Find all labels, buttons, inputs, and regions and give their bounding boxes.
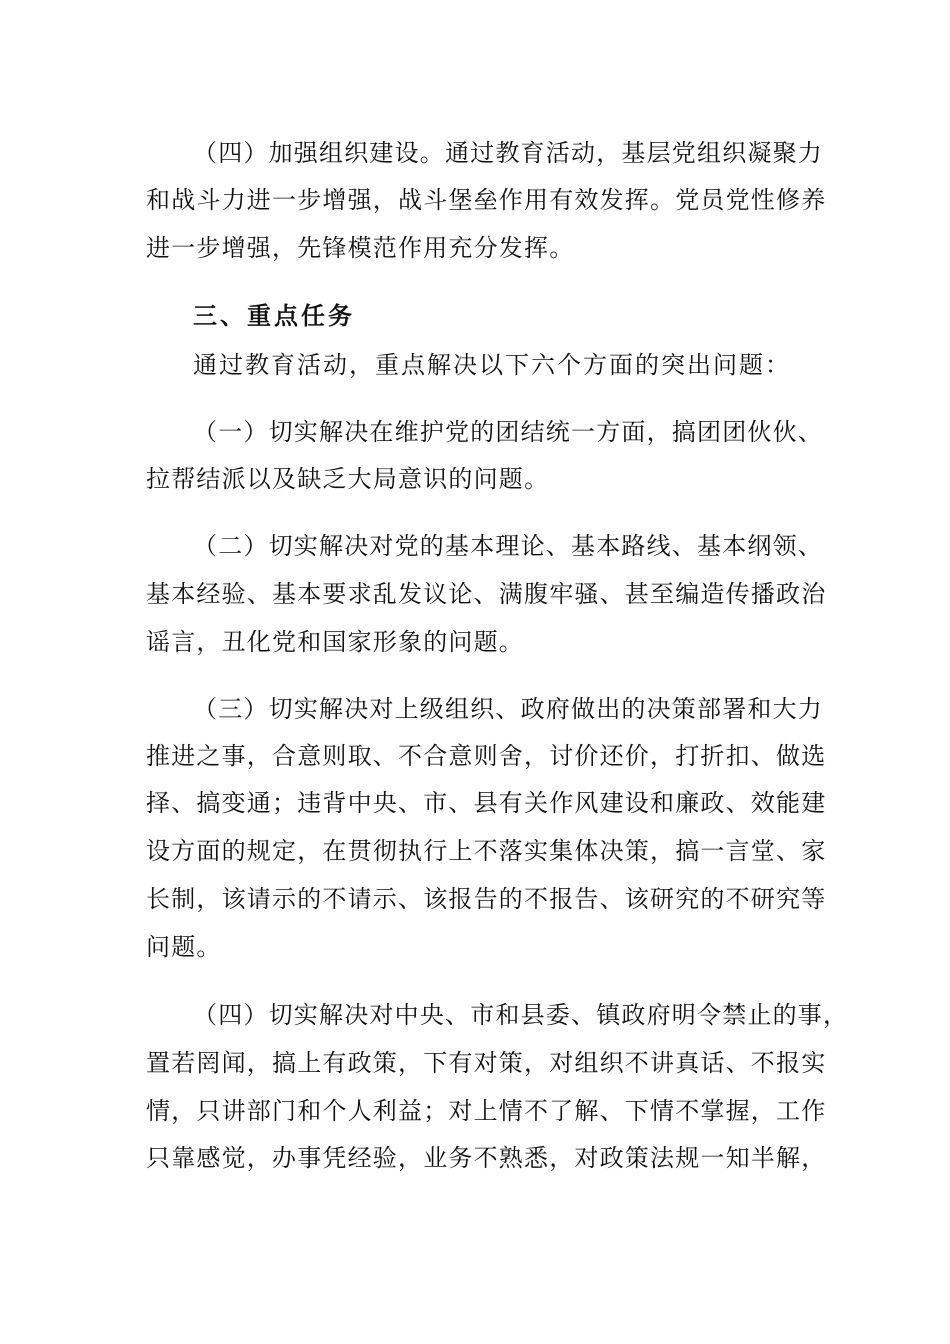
paragraph-line: （四）加强组织建设。通过教育活动，基层党组织凝聚力	[193, 139, 823, 167]
paragraph-line: 和战斗力进一步增强，战斗堡垒作用有效发挥。党员党性修养	[146, 186, 827, 214]
paragraph-line: 基本经验、基本要求乱发议论、满腹牢骚、甚至编造传播政治	[146, 580, 827, 608]
paragraph-line: （三）切实解决对上级组织、政府做出的决策部署和大力	[193, 695, 823, 723]
paragraph-line: 拉帮结派以及缺乏大局意识的问题。	[146, 465, 550, 493]
paragraph-line: 只靠感觉，办事凭经验，业务不熟悉，对政策法规一知半解，	[146, 1144, 827, 1172]
paragraph-line: （二）切实解决对党的基本理论、基本路线、基本纲领、	[193, 532, 823, 560]
paragraph-line: 择、搞变通；违背中央、市、县有关作风建设和廉政、效能建	[146, 789, 827, 817]
section-heading: 三、重点任务	[193, 301, 355, 330]
paragraph-line: 推进之事，合意则取、不合意则舍，讨价还价，打折扣、做选	[146, 742, 827, 770]
paragraph-line: 进一步增强，先锋模范作用充分发挥。	[146, 234, 575, 262]
paragraph-line: 长制，该请示的不请示、该报告的不报告、该研究的不研究等	[146, 885, 827, 913]
paragraph-line: 情，只讲部门和个人利益；对上情不了解、下情不掌握，工作	[146, 1097, 827, 1125]
paragraph-line: 通过教育活动，重点解决以下六个方面的突出问题：	[193, 351, 791, 379]
paragraph-line: （一）切实解决在维护党的团结统一方面，搞团团伙伙、	[193, 418, 823, 446]
paragraph-line: 问题。	[146, 933, 222, 961]
paragraph-line: 置若罔闻，搞上有政策，下有对策，对组织不讲真话、不报实	[146, 1049, 827, 1077]
paragraph-line: 谣言，丑化党和国家形象的问题。	[146, 628, 524, 656]
paragraph-line: 设方面的规定，在贯彻执行上不落实集体决策，搞一言堂、家	[146, 837, 827, 865]
paragraph-line: （四）切实解决对中央、市和县委、镇政府明令禁止的事，	[193, 1001, 849, 1029]
